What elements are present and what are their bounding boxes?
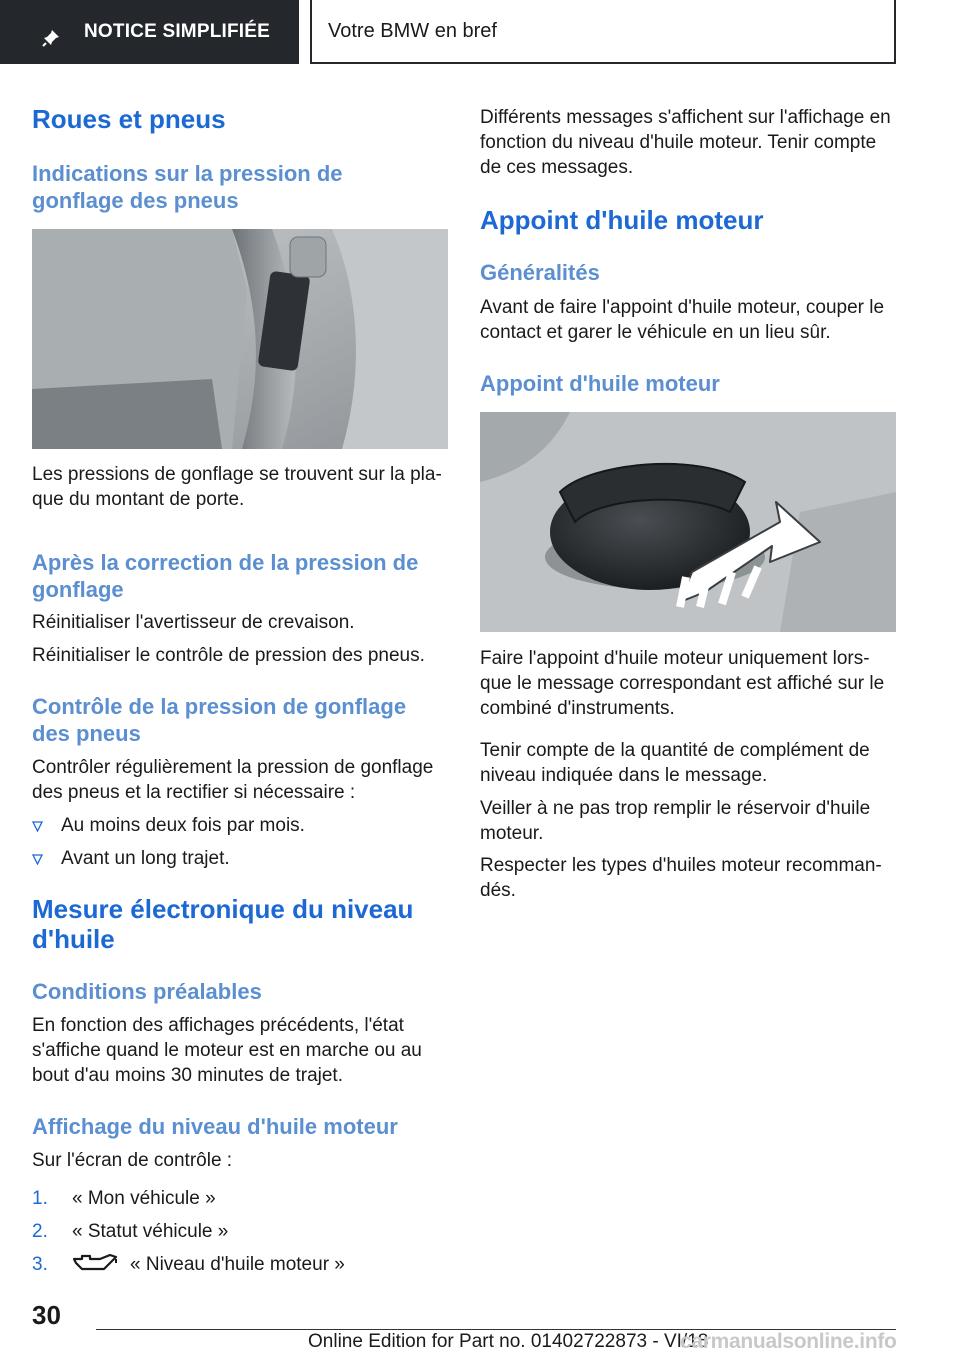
heading-mesure: Mesure électronique du niveau d'huile bbox=[32, 894, 414, 954]
page-header bbox=[0, 0, 960, 66]
edition-text: Online Edition for Part no. 01402722873 - VI/18 bbox=[308, 1331, 709, 1352]
page-number: 30 bbox=[32, 1300, 61, 1330]
text-quantite: Tenir compte de la quantité de complément de niveau indiquée dans le message. bbox=[480, 740, 870, 786]
chapter-title: Votre BMW en bref bbox=[310, 0, 896, 64]
heading-generalites: Généralités bbox=[480, 260, 600, 285]
list-item: Avant un long trajet. bbox=[32, 846, 450, 871]
text-generalites: Avant de faire l'appoint d'huile moteur, couper le contact et garer le véhicule en un lieu sûr. bbox=[480, 297, 885, 343]
section-tab[interactable] bbox=[0, 0, 299, 64]
text-respecter: Respecter les types d'huiles moteur recomman‐ dés. bbox=[480, 855, 882, 901]
list-item: Au moins deux fois par mois. bbox=[32, 813, 450, 838]
heading-appoint-huile: Appoint d'huile moteur bbox=[480, 371, 720, 396]
text-reinit-controle: Réinitialiser le contrôle de pression des pneus. bbox=[32, 645, 425, 666]
check-frequency-list bbox=[32, 813, 450, 871]
list-item: 2. « Statut véhicule » bbox=[32, 1221, 229, 1242]
text-veiller: Veiller à ne pas trop remplir le réservoir d'huile moteur. bbox=[480, 798, 871, 844]
heading-controle: Contrôle de la pression de gonflage des pneus bbox=[32, 694, 407, 746]
watermark: carmanualsonline.info bbox=[680, 1330, 897, 1353]
list-item: 3. « Niveau d'huile moteur » bbox=[32, 1254, 345, 1275]
triangle-bullet-icon bbox=[32, 821, 43, 832]
heading-roues: Roues et pneus bbox=[32, 104, 226, 134]
heading-indications: Indications sur la pression de gonflage des pneus bbox=[32, 161, 343, 213]
heading-affichage: Affichage du niveau d'huile moteur bbox=[32, 1114, 398, 1139]
heading-conditions: Conditions préalables bbox=[32, 979, 262, 1004]
text-ecran: Sur l'écran de contrôle : bbox=[32, 1150, 233, 1171]
text-conditions: En fonction des affichages précédents, l'état s'affiche quand le moteur est en marche ou au bout d'au moins 30 minutes de trajet. bbox=[32, 1015, 422, 1086]
pushpin-icon bbox=[42, 29, 60, 47]
door-pillar-illustration bbox=[32, 229, 448, 449]
triangle-bullet-icon bbox=[32, 854, 43, 865]
text-reinit-crevaison: Réinitialiser l'avertisseur de crevaison. bbox=[32, 612, 355, 633]
oil-cap-figure bbox=[480, 412, 896, 632]
oil-can-icon bbox=[72, 1253, 118, 1273]
section-tab-label: NOTICE SIMPLIFIÉE bbox=[84, 21, 271, 42]
list-item: 1. « Mon véhicule » bbox=[32, 1188, 216, 1209]
oil-cap-illustration bbox=[480, 412, 896, 632]
menu-steps-list bbox=[32, 1186, 450, 1277]
heading-appoint: Appoint d'huile moteur bbox=[480, 205, 764, 235]
text-messages: Différents messages s'affichent sur l'affichage en fonction du niveau d'huile moteur. Tenir compte de ces messages. bbox=[480, 107, 891, 178]
door-pillar-figure bbox=[32, 229, 448, 449]
text-pressions: Les pressions de gonflage se trouvent sur la pla‐ que du montant de porte. bbox=[32, 464, 442, 510]
text-controle: Contrôler régulièrement la pression de gonflage des pneus et la rectifier si nécessaire : bbox=[32, 757, 434, 803]
text-faire-appoint: Faire l'appoint d'huile moteur uniquement lors‐ que le message correspondant est affiché sur le combiné d'instruments. bbox=[480, 648, 885, 719]
heading-apres: Après la correction de la pression de gonflage bbox=[32, 550, 419, 602]
